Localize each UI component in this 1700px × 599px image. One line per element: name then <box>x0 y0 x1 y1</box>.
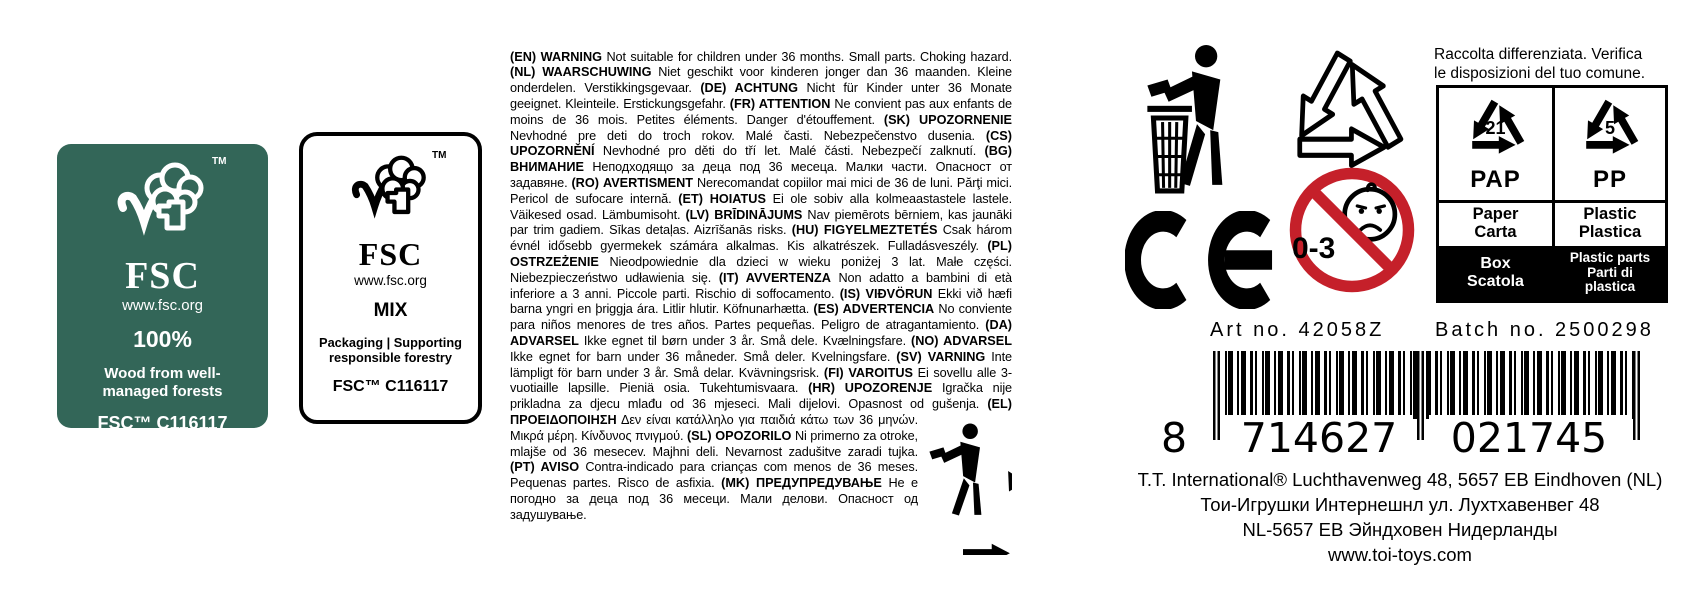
barcode-guard-center <box>1417 351 1424 440</box>
barcode-guard-left <box>1213 351 1220 440</box>
ean-barcode <box>1161 351 1640 463</box>
fsc-license-code: FSC™ C116117 <box>97 413 228 433</box>
fsc-logo <box>107 156 227 261</box>
barcode-lead-digit: 8 <box>1161 414 1188 462</box>
trademark-mark: TM <box>432 150 447 161</box>
fsc-description-line1: Packaging | Supporting <box>319 335 462 350</box>
plastic-name-en: Plastic <box>1583 205 1637 223</box>
age-warning-icon <box>1284 162 1420 298</box>
warning-lang-title: (HR) UPOZORENJE <box>808 381 933 396</box>
address-line-ru1: Тои-Игрушки Интернешнл ул. Лухтхавенвег 48 <box>1200 494 1600 515</box>
fsc-logo <box>343 150 447 241</box>
fsc-description-line2: responsible forestry <box>328 350 453 365</box>
warnings-text: (EN) WARNING Not suitable for children under 36 months. Small parts. Choking hazard. (NL) WAARSCHUWING Niet geschikt voor kinderen jonger dan 36 maanden. Kleine onderdelen. Verstikkingsgevaar. (DE) ACHTUNG Nicht für Kinder unter 36 Monate geeignet. Kleinteile. Erstickungsgefahr. (FR) ATTENTION Ne convient pas aux enfants de moins de 36 mois. Petites éléments. Danger d'étouffement. (SK) UPOZORNENIE Nevhodné pre deti do troch rokov. Malé časti. Nebezpečenstvo dusenia. (CS) UPOZORNĚNÍ Nevhodné pro děti do tří let. Malé části. Nebezpečí zalknutí. (BG) ВНИМАНИЕ Неподходящо за деца под 36 месеца. Малки части. Опасност от задавяне. (RO) AVERTISMENT Nerecomandat copiilor mai mici de 36 de luni. Părţi mici. Pericol de sufocare internă. (ET) HOIATUS Ei ole sobiv alla kolmeaastastele lastele. Väikesed osad. Lämbumisoht. (LV) BRĪDINĀJUMS Nav piemērots bērniem, kas jaunāki par trim gadiem. Sīkas detaļas. Aizrīšanās risks. (HU) FIGYELMEZTETÉS Csak három évnél idősebb gyermekek számára alkalmas. Kis alkatrészek. Fulladásveszély. (PL) OSTRZEŻENIE Nieodpowiednie dla dzieci w wieku poniżej 3 lat. Małe części. Niebezpieczeństwo udławienia się. (IT) AVVERTENZA Non adatto a bambini di età inferiore a 3 anni. Piccole parti. Rischio di soffocamento. (IS) VIÐVÖRUN Ekki við hæfi barna yngri en þriggja ára. Litlir hlutir. Köfnunarhætta. (ES) ADVERTENCIA No conviente para niños menores de tres años. Partes pequeñas. Peligro de atragantamiento. (DA) ADVARSEL Ikke egnet til børn under 3 år. Små dele. Kvælningsfare. (NO) ADVARSEL Ikke egnet for barn under 36 måneder. Små deler. Kvelningsfare. (SV) VARNING Inte lämpligt för barn under 3 år. Små delar. Kvävningsrisk. (FI) VAROITUS Ei sovellu alle 3-vuotiaille lapsille. Pieniä osia. Tukehtumisvaara. (HR) UPOZORENJE Igračka nije prikladna za djecu mlađu od 36 mjeseci. Mali dijelovi. Opasnost od gušenja. (EL) ΠΡΟΕΙΔΟΠΟΙΗΣΗ Δεν είναι κατάλληλο για παιδιά κάτω των 36 μηνών. Μικρά μέρη. Κίνδυνος πνιγμού. (SL) OPOZORILO Ni primerno za otroke, mlajše od 36 mesecev. Majhni deli. Nevarnost zadušitve zaradi tujka. (PT) AVISO Contra-indicado para crianças com menos de 36 meses. Pequenas partes. Risco de asfixia. (MK) ПРЕДУПРЕДУВАЊЕ Не е погодно за деца под 36 месеци. Мали делови. Опасност од задушување. <box>510 50 1012 557</box>
address-line-en: T.T. International® Luchthavenweg 48, 5657 EB Eindhoven (NL) <box>1137 469 1663 490</box>
plastic-part-en: Plastic parts <box>1569 250 1651 266</box>
pap-code: 21 <box>1485 118 1506 138</box>
art-number: Art no. 42058Z <box>1210 319 1385 341</box>
warning-lang-title: (NO) ADVARSEL <box>911 334 1012 349</box>
warning-lang-title: (PT) AVISO <box>510 460 580 475</box>
separate-collection-note <box>1434 45 1686 83</box>
tidy-man-arrows-icon <box>928 419 1012 555</box>
fsc-tree-check-icon <box>347 150 435 236</box>
pap-material: PAP <box>1470 166 1521 193</box>
box-part-en: Box <box>1480 255 1511 272</box>
warning-lang-title: (IT) AVVERTENZA <box>718 270 831 285</box>
warning-lang-title: (MK) ПРЕДУПРЕДУВАЊЕ <box>721 476 882 491</box>
warning-lang-title: (IS) VIÐVÖRUN <box>839 286 933 301</box>
warning-lang-title: (EL) ΠΡΟΕΙΔΟΠΟΙΗΣΗ <box>510 397 1012 428</box>
address-line-ru2: NL-5657 EB Эйндховен Нидерланды <box>1242 519 1558 540</box>
fsc-url: www.fsc.org <box>122 297 203 314</box>
fsc-wordmark: FSC <box>358 236 423 272</box>
warning-lang-title: (ES) ADVERTENCIA <box>813 302 935 317</box>
ce-mark-icon <box>1125 211 1285 309</box>
fsc-license-code: FSC™ C116117 <box>332 378 449 395</box>
paper-name-cell <box>1439 200 1552 246</box>
plastic-part-it2: plastica <box>1584 279 1636 295</box>
fsc-description <box>303 335 478 365</box>
pp-symbol-cell <box>1552 88 1665 200</box>
warning-lang-title: (PL) OSTRZEŻENIE <box>510 239 1012 270</box>
tidy-man-icon <box>1143 43 1249 195</box>
plastic-part-cell <box>1552 246 1665 300</box>
warning-lang-title: (SV) VARNING <box>896 349 986 364</box>
plastic-name-cell <box>1552 200 1665 246</box>
barcode-guard-right <box>1633 351 1640 440</box>
warning-lang-title: (DA) ADVARSEL <box>510 318 1012 349</box>
warning-lang-title: (SL) OPOZORILO <box>686 428 792 443</box>
materials-table <box>1436 85 1668 303</box>
warning-lang-title: (FI) VAROITUS <box>823 365 913 380</box>
fsc-url: www.fsc.org <box>354 273 427 288</box>
warning-lang-title: (SK) UPOZORNENIE <box>883 112 1012 127</box>
warning-lang-title: (NL) WAARSCHUWING <box>510 65 652 80</box>
barcode-digits-group1: 714627 <box>1225 415 1413 461</box>
paper-name-it: Carta <box>1474 222 1517 241</box>
manufacturer-address <box>1100 467 1700 567</box>
recycling-info-panel <box>1080 35 1680 599</box>
warning-lang-title: (RO) AVERTISMENT <box>571 176 693 191</box>
box-part-cell <box>1439 246 1552 300</box>
warning-lang-title: (EN) WARNING <box>510 49 602 64</box>
warning-lang-title: (ET) HOIATUS <box>678 191 766 206</box>
age-range-label: 0-3 <box>1292 232 1336 265</box>
note-line1: Raccolta differenziata. Verifica <box>1434 46 1643 63</box>
batch-number: Batch no. 2500298 <box>1435 319 1654 341</box>
website-url: www.toi-toys.com <box>1328 544 1472 565</box>
plastic-part-it1: Parti di <box>1587 264 1633 280</box>
warning-lang-title: (DE) ACHTUNG <box>700 81 798 96</box>
plastic-name-it: Plastica <box>1578 222 1642 241</box>
not-for-under-3-icon <box>1284 162 1420 298</box>
pp-material: PP <box>1592 166 1627 193</box>
fsc-tree-check-icon <box>111 156 215 256</box>
disposal-icon <box>928 419 1012 555</box>
fsc-claim: MIX <box>373 300 408 321</box>
warning-lang-title: (HU) FIGYELMEZTETÉS <box>791 223 938 238</box>
fsc-description-line2: managed forests <box>102 382 223 400</box>
pp-code: 5 <box>1604 118 1615 138</box>
fsc-claim: 100% <box>133 326 192 352</box>
barcode-digits-group2: 021745 <box>1429 415 1629 461</box>
barcode-bars <box>1213 351 1640 419</box>
fsc-description <box>57 365 268 400</box>
warning-lang-title: (LV) BRĪDINĀJUMS <box>685 207 803 222</box>
fsc-mix-label <box>299 132 482 424</box>
box-part-it: Scatola <box>1467 273 1524 290</box>
fsc-100-label <box>57 144 268 433</box>
warning-lang-title: (FR) ATTENTION <box>729 97 831 112</box>
paper-name-en: Paper <box>1472 205 1519 223</box>
fsc-description-line1: Wood from well- <box>104 365 221 382</box>
note-line2: le disposizioni del tuo comune. <box>1434 65 1646 82</box>
fsc-wordmark: FSC <box>125 255 200 297</box>
trademark-mark: TM <box>212 156 227 167</box>
warning-lang-title: (BG) ВНИМАНИЕ <box>510 144 1012 175</box>
pap-symbol-cell <box>1439 88 1552 200</box>
warning-lang-title: (CS) UPOZORNĚNÍ <box>510 128 1012 159</box>
